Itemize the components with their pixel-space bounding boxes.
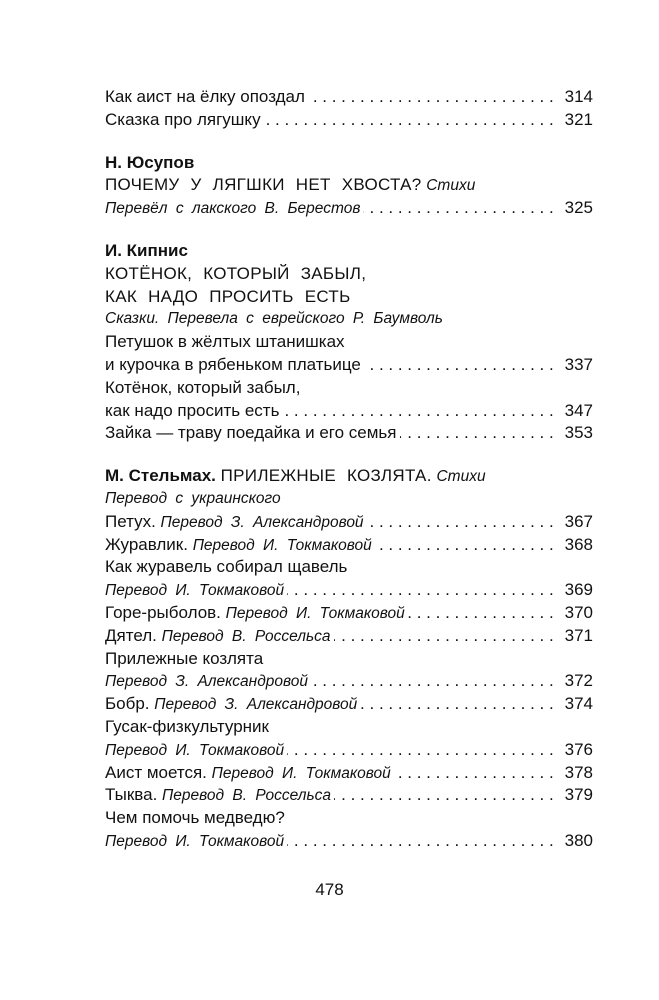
page-ref: 369 bbox=[559, 579, 593, 602]
page-number: 478 bbox=[315, 880, 344, 899]
entry-title-line: Как журавель собирал щавель bbox=[105, 557, 348, 577]
genre-label: Стихи bbox=[436, 468, 486, 486]
work-title: КОТЁНОК, КОТОРЫЙ ЗАБЫЛ, bbox=[105, 263, 367, 283]
translation-note: Перевод И. Токмаковой bbox=[105, 742, 287, 759]
translation-note: Перевод З. Александровой bbox=[160, 513, 364, 531]
entry-title: Тыква. bbox=[105, 785, 158, 805]
toc-entry bbox=[105, 693, 593, 716]
toc-entry bbox=[105, 422, 593, 445]
entry-title-line: Котёнок, который забыл, bbox=[105, 377, 301, 397]
entry-title-line: Гусак-физкультурник bbox=[105, 716, 269, 736]
entry-title: Как аист на ёлку опоздал bbox=[105, 87, 308, 106]
toc-entry bbox=[105, 354, 593, 377]
page-ref: 378 bbox=[559, 762, 593, 785]
translation-note: Перевод И. Токмаковой bbox=[225, 604, 405, 622]
table-of-contents bbox=[105, 86, 593, 853]
entry-title: Горе-рыболов. bbox=[105, 602, 221, 622]
toc-entry bbox=[105, 197, 593, 220]
author-name: М. Стельмах. bbox=[105, 466, 216, 486]
entry-title: Петух. bbox=[105, 511, 156, 531]
author-name: Н. Юсупов bbox=[105, 152, 195, 172]
translation-note: Перевод З. Александровой bbox=[154, 696, 358, 714]
page-ref: 380 bbox=[559, 830, 593, 853]
work-title: ПРИЛЕЖНЫЕ КОЗЛЯТА. bbox=[220, 466, 432, 486]
translation-note: Перевод И. Токмаковой bbox=[211, 764, 391, 782]
page-ref: 371 bbox=[559, 625, 593, 648]
page-ref: 374 bbox=[559, 693, 593, 716]
entry-title: Зайка — траву поедайка и его семья bbox=[105, 423, 400, 442]
toc-entry bbox=[105, 739, 593, 762]
entry-title: Дятел. bbox=[105, 625, 157, 645]
translation-note: Перевод З. Александровой bbox=[105, 673, 311, 690]
page-ref: 321 bbox=[559, 109, 593, 132]
translation-note: Перевод И. Токмаковой bbox=[105, 833, 287, 850]
page-ref: 368 bbox=[559, 534, 593, 557]
entry-title: как надо просить есть bbox=[105, 401, 282, 420]
entry-title-line: Чем помочь медведю? bbox=[105, 808, 285, 828]
toc-entry bbox=[105, 534, 593, 557]
page-ref: 337 bbox=[559, 354, 593, 377]
page-ref: 370 bbox=[559, 602, 593, 625]
toc-entry bbox=[105, 602, 593, 625]
toc-entry bbox=[105, 579, 593, 602]
toc-entry bbox=[105, 511, 593, 534]
translation-note: Перевёл с лакского В. Берестов bbox=[105, 200, 363, 217]
page-ref: 325 bbox=[559, 197, 593, 220]
entry-title-line: Прилежные козлята bbox=[105, 648, 264, 668]
entry-title: и курочка в рябеньком платьице bbox=[105, 355, 364, 374]
toc-entry bbox=[105, 625, 593, 648]
page-ref: 347 bbox=[559, 400, 593, 423]
section-title bbox=[105, 465, 593, 488]
section-title bbox=[105, 174, 593, 197]
work-title: ПОЧЕМУ У ЛЯГШКИ НЕТ ХВОСТА? bbox=[105, 175, 422, 195]
translation-note: Перевод с украинского bbox=[105, 489, 281, 507]
entry-title: Бобр. bbox=[105, 694, 150, 714]
toc-entry bbox=[105, 86, 593, 109]
entry-title: Сказка про лягушку bbox=[105, 110, 264, 129]
entry-title-line: Петушок в жёлтых штанишках bbox=[105, 332, 345, 352]
genre-label: Стихи bbox=[426, 177, 476, 195]
work-title: КАК НАДО ПРОСИТЬ ЕСТЬ bbox=[105, 286, 351, 306]
page-ref: 372 bbox=[559, 670, 593, 693]
toc-entry bbox=[105, 784, 593, 807]
toc-entry bbox=[105, 670, 593, 693]
translation-note: Перевод В. Россельса bbox=[162, 787, 331, 805]
translation-note: Сказки. Перевела с еврейского Р. Баумволь bbox=[105, 310, 443, 328]
page-ref: 314 bbox=[559, 86, 593, 109]
entry-title: Аист моется. bbox=[105, 762, 207, 782]
page-ref: 376 bbox=[559, 739, 593, 762]
toc-entry bbox=[105, 400, 593, 423]
translation-note: Перевод И. Токмаковой bbox=[192, 536, 372, 554]
toc-entry bbox=[105, 830, 593, 853]
translation-note: Перевод В. Россельса bbox=[161, 627, 331, 645]
page-ref: 367 bbox=[559, 511, 593, 534]
translation-note: Перевод И. Токмаковой bbox=[105, 582, 287, 599]
author-name: И. Кипнис bbox=[105, 240, 188, 260]
toc-entry bbox=[105, 762, 593, 785]
toc-entry bbox=[105, 109, 593, 132]
page-ref: 353 bbox=[559, 422, 593, 445]
page-ref: 379 bbox=[559, 784, 593, 807]
entry-title: Журавлик. bbox=[105, 534, 188, 554]
